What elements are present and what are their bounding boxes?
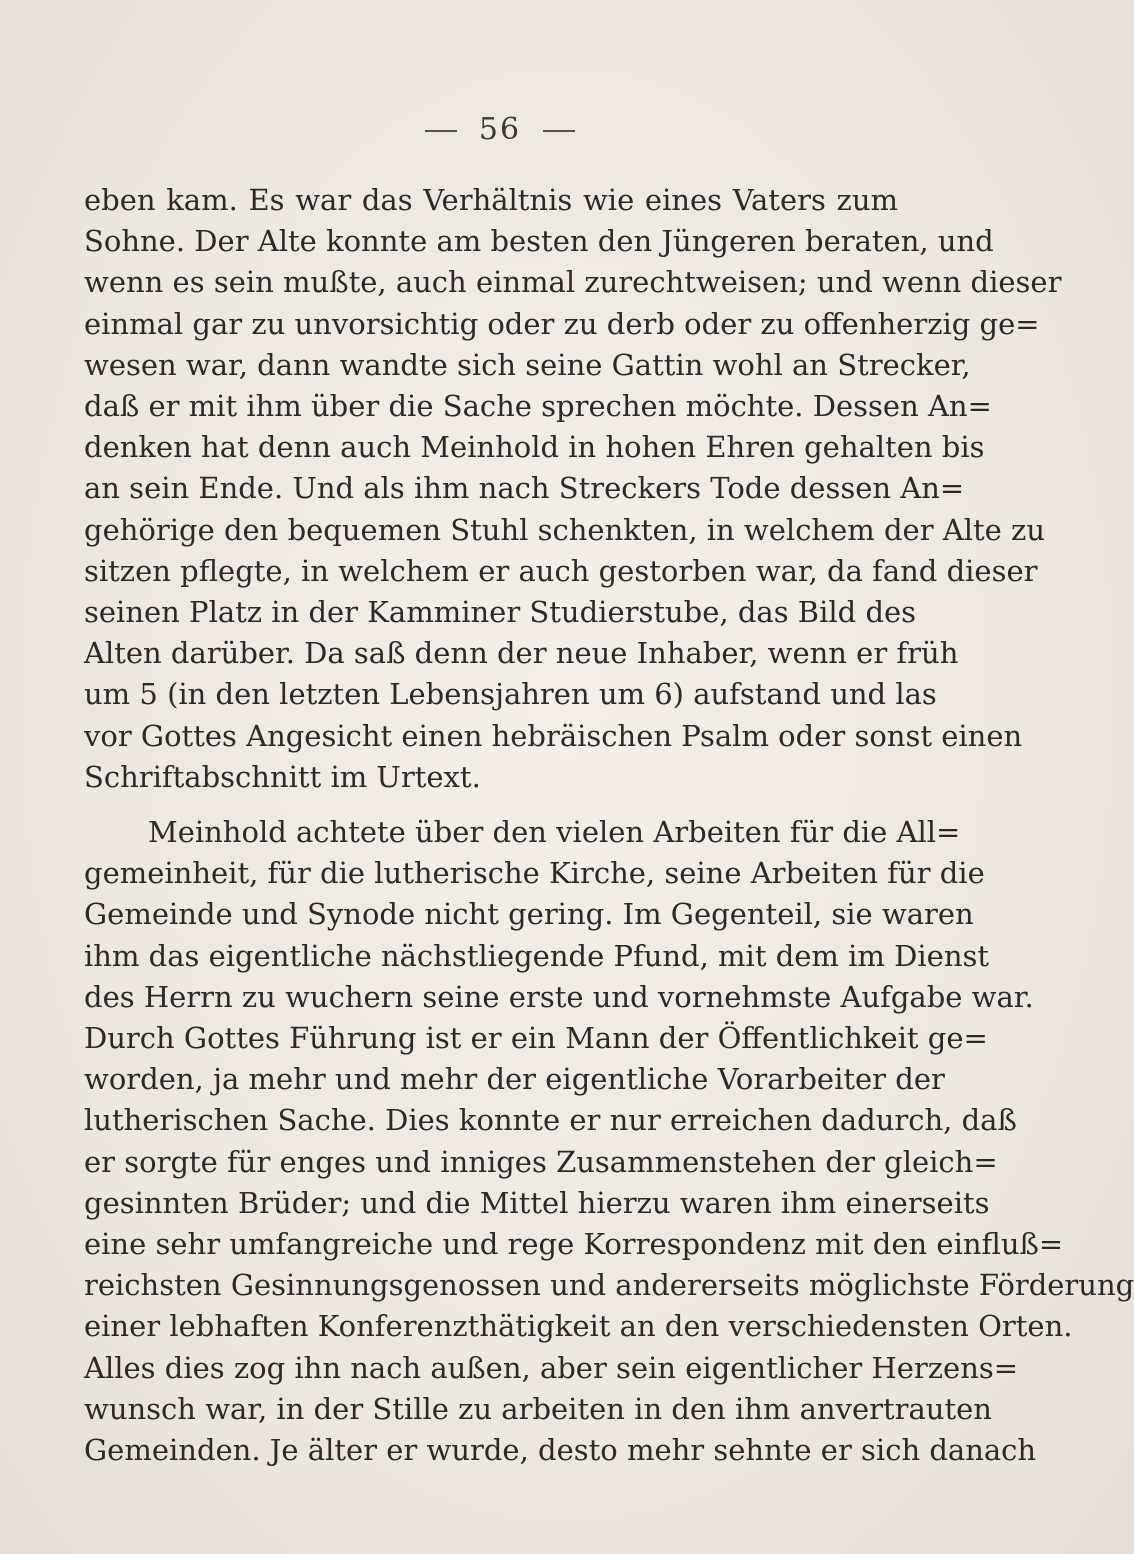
text-line: gehörige den bequemen Stuhl schenkten, in welchem der Alte zu: [84, 513, 1046, 547]
text-line: Gemeinden. Je älter er wurde, desto mehr sehnte er sich danach: [84, 1433, 1037, 1467]
text-line: reichsten Gesinnungsgenossen und andererseits möglichste Förderung: [84, 1268, 1134, 1302]
text-line: eine sehr umfangreiche und rege Korrespondenz mit den einfluß=: [84, 1227, 1064, 1261]
text-line: seinen Platz in der Kamminer Studierstube, das Bild des: [84, 595, 917, 629]
text-line: Meinhold achtete über den vielen Arbeiten für die All=: [148, 815, 961, 849]
text-line: er sorgte für enges und inniges Zusammenstehen der gleich=: [84, 1145, 998, 1179]
text-line: an sein Ende. Und als ihm nach Streckers Tode dessen An=: [84, 471, 965, 505]
text-line: denken hat denn auch Meinhold in hohen Ehren gehalten bis: [84, 430, 985, 464]
right-dash: [543, 130, 575, 132]
text-line: Sohne. Der Alte konnte am besten den Jüngeren beraten, und: [84, 224, 994, 258]
text-line: des Herrn zu wuchern seine erste und vornehmste Aufgabe war.: [84, 980, 1034, 1014]
text-line: Gemeinde und Synode nicht gering. Im Gegenteil, sie waren: [84, 897, 974, 931]
text-line: worden, ja mehr und mehr der eigentliche Vorarbeiter der: [84, 1062, 945, 1096]
page-number-text: 56: [478, 112, 522, 147]
text-line: ihm das eigentliche nächstliegende Pfund, mit dem im Dienst: [84, 939, 990, 973]
text-line: gemeinheit, für die lutherische Kirche, seine Arbeiten für die: [84, 856, 985, 890]
text-line: wesen war, dann wandte sich seine Gattin wohl an Strecker,: [84, 348, 971, 382]
page-number: [0, 112, 1000, 147]
text-line: Durch Gottes Führung ist er ein Mann der Öffentlichkeit ge=: [84, 1021, 988, 1055]
text-line: wunsch war, in der Stille zu arbeiten in den ihm anvertrauten: [84, 1392, 992, 1426]
text-line: Alten darüber. Da saß denn der neue Inhaber, wenn er früh: [84, 636, 959, 670]
text-line: lutherischen Sache. Dies konnte er nur erreichen dadurch, daß: [84, 1103, 1017, 1137]
text-line: einmal gar zu unvorsichtig oder zu derb oder zu offenherzig ge=: [84, 307, 1040, 341]
text-line: um 5 (in den letzten Lebensjahren um 6) aufstand und las: [84, 677, 937, 711]
text-line: eben kam. Es war das Verhältnis wie eines Vaters zum: [84, 183, 898, 217]
text-line: vor Gottes Angesicht einen hebräischen Psalm oder sonst einen: [84, 719, 1023, 753]
left-dash: [425, 130, 457, 132]
text-line: sitzen pflegte, in welchem er auch gestorben war, da fand dieser: [84, 554, 1038, 588]
text-line: Alles dies zog ihn nach außen, aber sein eigentlicher Herzens=: [84, 1351, 1019, 1385]
text-line: gesinnten Brüder; und die Mittel hierzu waren ihm einerseits: [84, 1186, 990, 1220]
text-line: Schriftabschnitt im Urtext.: [84, 760, 481, 794]
text-line: wenn es sein mußte, auch einmal zurechtweisen; und wenn dieser: [84, 265, 1062, 299]
text-line: einer lebhaften Konferenzthätigkeit an den verschiedensten Orten.: [84, 1309, 1073, 1343]
text-line: daß er mit ihm über die Sache sprechen möchte. Dessen An=: [84, 389, 992, 423]
